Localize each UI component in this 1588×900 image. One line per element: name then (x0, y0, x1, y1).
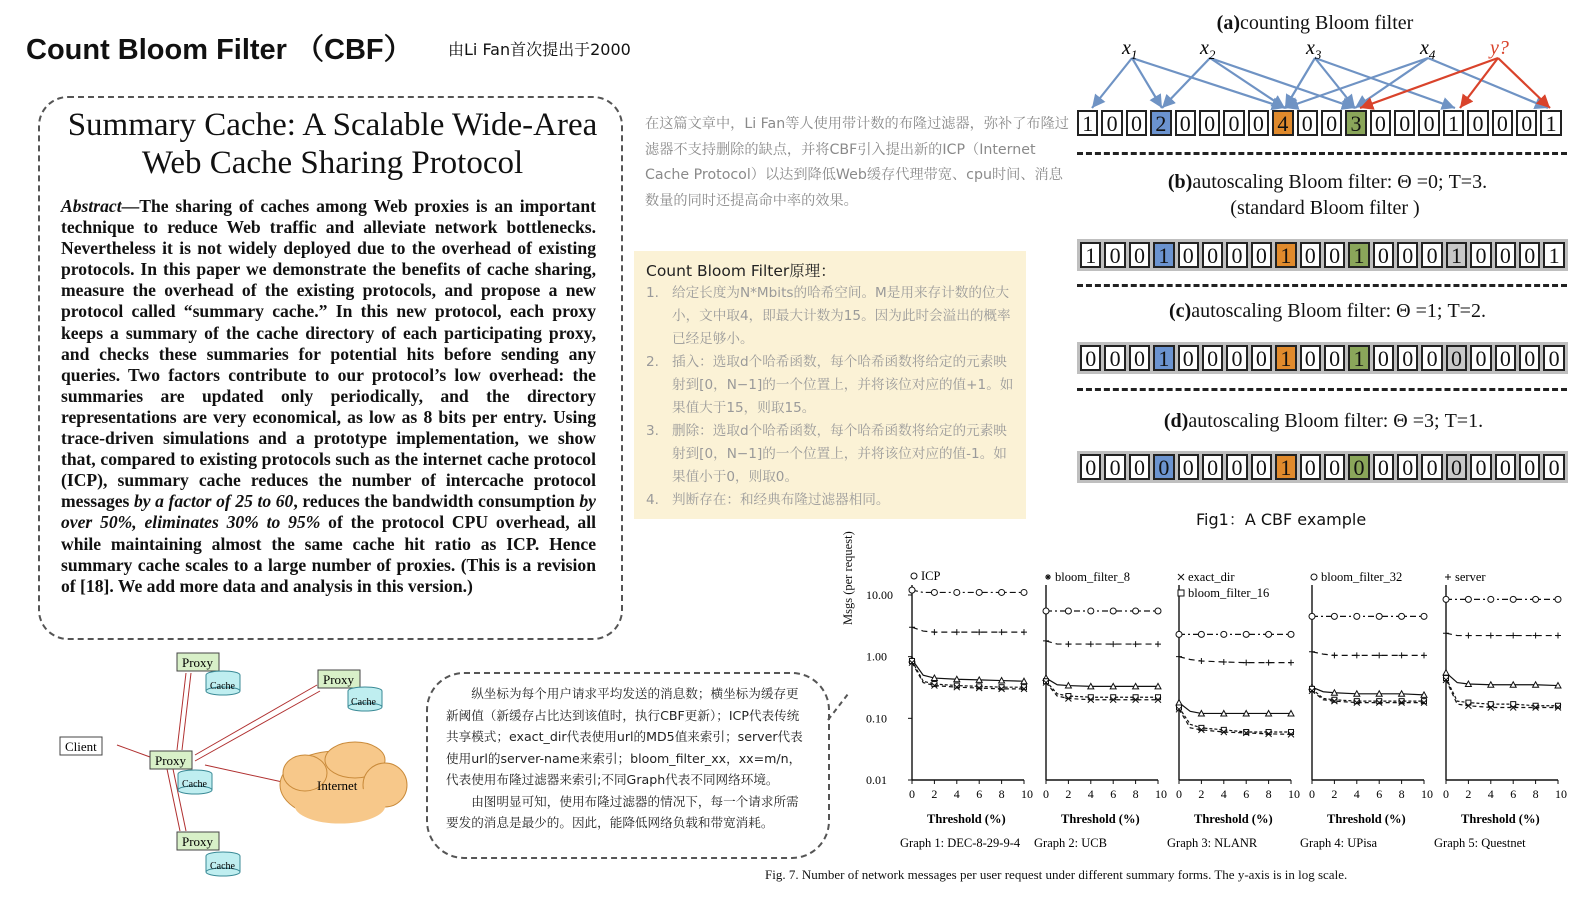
bit-cell: 0 (1348, 454, 1369, 480)
x-tick-label: 4 (1487, 787, 1494, 801)
series-line (1446, 633, 1558, 635)
abstract-text-1: —The sharing of caches among Web proxies is an important technique to reduce Web traffic and alleviate network bottlenecks. Nevertheless it is not widely deployed due to the overhead of existing protocols. In this paper we demonstrate the benefits of cache sharing, measure the overhead of the existing protocols, and propose a new protocol called “summary cache.” In this new protocol, each proxy keeps a summary of the cache directory of each participating proxy, and checks these summaries for potential hits before sending any queries. Two factors contribute to our protocol’s low overhead: the summaries are updated only periodically, and the directory representations are very economical, as low as 8 bits per entry. Using trace-driven simulations and a prototype implementation, we show that, compared to existing protocols such as the internet cache protocol (ICP), summary cache reduces the number of intercache protocol messages (61, 196, 596, 512)
x-tick-label: 6 (1510, 787, 1517, 801)
bit-cell: 0 (1543, 454, 1564, 480)
fig1-caption: Fig1：A CBF example (1196, 510, 1367, 529)
x-tick-label: 6 (1110, 787, 1117, 801)
svg-text:Cache: Cache (351, 697, 376, 708)
bit-cell: 0 (1104, 345, 1125, 371)
data-point (954, 629, 960, 635)
bit-cell: 1 (1543, 242, 1564, 268)
series-line (912, 627, 1024, 632)
x-tick-label: 0 (909, 787, 915, 801)
graph-title: Graph 3: NLANR (1167, 836, 1258, 850)
internet-label: Internet (317, 778, 358, 793)
bit-cell: 1 (1348, 242, 1369, 268)
bit-cell: 0 (1226, 454, 1247, 480)
data-point (1110, 641, 1116, 647)
fig1-a-text: counting Bloom filter (1240, 12, 1414, 34)
bit-cell: 0 (1373, 345, 1394, 371)
data-point (1331, 652, 1337, 658)
fig1-c-caption (1140, 300, 1515, 323)
bit-cell: 0 (1178, 345, 1199, 371)
x-tick-label: 4 (1220, 787, 1227, 801)
data-point (1088, 695, 1093, 700)
bit-cell: 0 (1153, 454, 1174, 480)
list-item-number: 1. (646, 285, 659, 301)
client-node (60, 737, 102, 755)
data-point (1421, 652, 1427, 658)
data-point (1065, 641, 1071, 647)
bit-cell: 0 (1373, 242, 1394, 268)
data-point (999, 629, 1005, 635)
legend-label: server (1455, 570, 1486, 584)
y-tick-label: 10.00 (866, 588, 893, 602)
data-point (1465, 633, 1471, 639)
series-line (1046, 641, 1158, 644)
bit-cell: 1 (1275, 454, 1296, 480)
bit-cell: 1 (1080, 242, 1101, 268)
graph-title: Graph 2: UCB (1034, 836, 1107, 850)
x-tick-label: 0 (1309, 787, 1315, 801)
data-point (1156, 695, 1161, 700)
legend-marker (1445, 574, 1451, 580)
bit-cell: 0 (1178, 242, 1199, 268)
bit-cell: 0 (1495, 345, 1516, 371)
x-tick-label: 8 (1132, 787, 1139, 801)
data-point (1488, 633, 1494, 639)
series-line (1446, 678, 1558, 706)
data-point (1354, 652, 1360, 658)
intro-text: 在这篇文章中，Li Fan等人使用带计数的布隆过滤器，弥补了布隆过滤器不支持删除的缺点，并将CBF引入提出新的ICP（Internet Cache Protocol）以达到降低Web缓存代理带宽、cpu时间、消息数量的同时还提高命中率的效果。 (645, 116, 1069, 209)
list-item-text: 删除：选取d个哈希函数，每个哈希函数将给定的元素映射到[0，N−1]的一个位置上，并将该位对应的值-1。如果值小于0，则取0。 (672, 423, 1007, 485)
x-tick-label: 10 (1555, 787, 1567, 801)
bit-cell: 0 (1397, 345, 1418, 371)
bit-cell: 0 (1321, 110, 1342, 136)
series-line (912, 663, 1024, 689)
proxy-node-center (150, 751, 212, 794)
data-point (1243, 631, 1249, 637)
x-tick-label: 4 (1353, 787, 1360, 801)
x-axis-label: Threshold (%) (927, 812, 1006, 826)
x-tick-label: 10 (1421, 787, 1433, 801)
bit-cell: 0 (1421, 345, 1442, 371)
page-subtitle: 由Li Fan首次提出于2000 (448, 40, 631, 59)
x-tick-label: 10 (1288, 787, 1300, 801)
series-line (1446, 673, 1558, 686)
x-tick-label: 6 (1243, 787, 1250, 801)
bit-cell: 0 (1300, 242, 1321, 268)
bit-cell: 0 (1226, 242, 1247, 268)
data-point (1488, 596, 1494, 602)
x-tick-label: 6 (1376, 787, 1383, 801)
series-line (912, 590, 1024, 592)
bit-cell: 0 (1495, 242, 1516, 268)
data-point (1288, 631, 1294, 637)
bit-cell: 0 (1129, 454, 1150, 480)
data-point (1133, 608, 1139, 614)
series-line (1179, 657, 1291, 663)
bit-cell: 0 (1223, 110, 1244, 136)
data-point (1043, 608, 1049, 614)
data-point (1533, 633, 1539, 639)
bit-cell: 0 (1199, 110, 1220, 136)
bit-cell: 2 (1150, 110, 1171, 136)
data-point (1309, 613, 1315, 619)
fig1-b-caption (1140, 171, 1515, 194)
data-point (1266, 660, 1272, 666)
divider (1077, 388, 1567, 391)
data-point (1331, 613, 1337, 619)
data-point (1198, 631, 1204, 637)
bit-cell: 0 (1104, 242, 1125, 268)
bit-cell: 0 (1251, 242, 1272, 268)
x-tick-label: 2 (1065, 787, 1072, 801)
data-point (1198, 658, 1204, 664)
data-point (1399, 652, 1405, 658)
bit-cell: 0 (1470, 454, 1491, 480)
principle-title: Count Bloom Filter原理： (646, 262, 836, 280)
x-tick-label: 6 (976, 787, 983, 801)
input-x4: $x_4$ (1420, 37, 1436, 62)
fig1-d-text: autoscaling Bloom filter: Θ =3; T=1. (1188, 410, 1484, 432)
bit-cell: 0 (1446, 345, 1467, 371)
bit-row-d (1077, 451, 1568, 483)
bit-cell: 0 (1300, 345, 1321, 371)
data-point (1244, 730, 1249, 735)
x-tick-label: 10 (1155, 787, 1167, 801)
bit-cell: 0 (1418, 110, 1439, 136)
bit-cell: 3 (1345, 110, 1366, 136)
data-point (1266, 631, 1272, 637)
svg-text:Proxy: Proxy (182, 655, 214, 670)
legend-marker (1178, 590, 1184, 596)
list-item-number: 3. (646, 423, 659, 439)
svg-text:Cache: Cache (210, 681, 235, 692)
data-point (976, 589, 982, 595)
x-tick-label: 8 (998, 787, 1005, 801)
fig1-c-text: autoscaling Bloom filter: Θ =1; T=2. (1191, 300, 1486, 322)
data-point (909, 587, 915, 593)
data-point (1176, 654, 1182, 660)
bit-cell: 0 (1470, 345, 1491, 371)
abstract-label: Abstract (61, 196, 122, 216)
data-point (1155, 641, 1161, 647)
legend-label: ICP (921, 569, 941, 583)
abstract-text-2: , reduces the bandwidth consumption (293, 491, 580, 512)
bit-cell: 0 (1129, 242, 1150, 268)
x-tick-label: 0 (1043, 787, 1049, 801)
x-tick-label: 8 (1532, 787, 1539, 801)
bit-cell: 0 (1373, 454, 1394, 480)
fig1-hash-arrows (1070, 36, 1588, 116)
fig1-d-caption (1136, 410, 1511, 433)
y-tick-label: 0.01 (866, 773, 887, 787)
paper-title-line1: Summary Cache: A Scalable Wide-Area (67, 107, 598, 143)
svg-text:Proxy: Proxy (182, 834, 214, 849)
list-item (646, 282, 1018, 351)
data-point (1110, 608, 1116, 614)
bit-row-c (1077, 342, 1568, 374)
note-paragraph-1: 纵坐标为每个用户请求平均发送的消息数；横坐标为缓存更新阈值（新缓存占比达到该值时，执行CBF更新）；ICP代表传统共享模式；exact_dir代表使用url的MD5值来索引；server代表使用url的server-name来索引；bloom_filter_xx，xx=m/n，代表使用布隆过滤器来索引;不同Graph代表不同网络环境。 (446, 686, 803, 787)
proxy-node-bottom (177, 832, 240, 876)
proxy-node-top (177, 653, 240, 695)
legend-marker (911, 573, 917, 579)
bit-cell: 1 (1275, 242, 1296, 268)
graph-title: Graph 5: Questnet (1434, 836, 1526, 850)
bit-cell: 0 (1080, 345, 1101, 371)
y-tick-label: 1.00 (866, 649, 887, 664)
bit-cell: 0 (1226, 345, 1247, 371)
x-tick-label: 0 (1176, 787, 1182, 801)
x-tick-label: 8 (1398, 787, 1405, 801)
series-line (912, 659, 1024, 681)
fig1-b-subcaption: (standard Bloom filter ) (1230, 197, 1420, 219)
series-line (1046, 678, 1158, 686)
data-point (1088, 608, 1094, 614)
legend-marker (1045, 574, 1051, 580)
graph-title: Graph 1: DEC-8-29-9-4 (900, 836, 1021, 850)
x-tick-label: 2 (1331, 787, 1338, 801)
bit-cell: 1 (1275, 345, 1296, 371)
data-point (931, 589, 937, 595)
proxy-node-right (318, 670, 382, 711)
bit-cell: 0 (1080, 454, 1101, 480)
bit-cell: 0 (1129, 345, 1150, 371)
data-point (1376, 652, 1382, 658)
bit-cell: 0 (1470, 242, 1491, 268)
svg-text:Cache: Cache (210, 861, 235, 872)
bit-cell: 0 (1324, 345, 1345, 371)
data-point (1465, 596, 1471, 602)
bit-cell: 0 (1492, 110, 1513, 136)
data-point (976, 629, 982, 635)
bit-cell: 0 (1251, 345, 1272, 371)
svg-text:Proxy: Proxy (155, 753, 187, 768)
bit-cell: 0 (1324, 242, 1345, 268)
x-tick-label: 10 (1021, 787, 1033, 801)
bit-cell: 0 (1297, 110, 1318, 136)
list-item-text: 给定长度为N*Mbits的哈希空间。M是用来存计数的位大小，文中取4，即最大计数为15。因为此时会溢出的概率已经足够小。 (672, 285, 1011, 347)
x-tick-label: 4 (953, 787, 960, 801)
bit-row-a (1077, 110, 1562, 136)
legend-label: bloom_filter_32 (1321, 570, 1403, 584)
list-item-text: 插入：选取d个哈希函数，每个哈希函数将给定的元素映射到[0，N−1]的一个位置上，并将该位对应的值+1。如果值大于15，则取15。 (672, 354, 1014, 416)
x-tick-label: 4 (1087, 787, 1094, 801)
data-point (1555, 596, 1561, 602)
bit-cell: 0 (1101, 110, 1122, 136)
bit-cell: 0 (1248, 110, 1269, 136)
bit-cell: 0 (1202, 454, 1223, 480)
data-point (1176, 631, 1182, 637)
x-tick-label: 0 (1443, 787, 1449, 801)
paper-title (50, 106, 615, 182)
legend-marker (1178, 574, 1184, 580)
bit-row-b (1077, 239, 1568, 271)
data-point (1510, 633, 1516, 639)
legend-label: bloom_filter_16 (1188, 586, 1270, 600)
abstract-em-1: by a factor of 25 to 60 (133, 491, 294, 512)
data-point (1421, 613, 1427, 619)
bit-cell: 0 (1397, 242, 1418, 268)
series-line (1312, 652, 1424, 656)
input-y: y? (1490, 37, 1509, 59)
bit-cell: 0 (1495, 454, 1516, 480)
data-point (1021, 629, 1027, 635)
architecture-diagram (55, 645, 425, 890)
bit-cell: 0 (1519, 242, 1540, 268)
data-point (1088, 641, 1094, 647)
bit-cell: 0 (1394, 110, 1415, 136)
data-point (909, 624, 915, 630)
x-axis-label: Threshold (%) (1461, 812, 1540, 826)
bit-cell: 4 (1272, 110, 1293, 136)
data-point (1021, 589, 1027, 595)
bit-cell: 0 (1175, 110, 1196, 136)
series-line (1179, 707, 1291, 732)
abstract-em-2: by over 50%, eliminates 30% to 95% (61, 491, 596, 533)
data-point (1443, 596, 1449, 602)
data-point (1243, 660, 1249, 666)
fig1-c-label: (c) (1169, 300, 1192, 322)
list-item (646, 420, 1018, 489)
svg-text:Client: Client (65, 739, 97, 754)
paper-title-line2: Web Cache Sharing Protocol (141, 145, 524, 181)
list-item-number: 4. (646, 492, 659, 508)
y-tick-label: 0.10 (866, 711, 887, 726)
fig7-ylabel: Msgs (per request) (841, 531, 855, 625)
bit-cell: 1 (1077, 110, 1098, 136)
x-axis-label: Threshold (%) (1194, 812, 1273, 826)
data-point (1443, 630, 1449, 636)
note-paragraph-2: 由图明显可知，使用布隆过滤器的情况下，每一个请求所需要发的消息是最少的。因此，能降低网络负载和带宽消耗。 (446, 793, 799, 830)
data-point (1133, 695, 1138, 700)
legend-label: bloom_filter_8 (1055, 570, 1130, 584)
series-line (1446, 680, 1558, 708)
bit-cell: 0 (1446, 454, 1467, 480)
bit-cell: 0 (1467, 110, 1488, 136)
x-axis-label: Threshold (%) (1327, 812, 1406, 826)
bit-cell: 1 (1446, 242, 1467, 268)
data-point (1176, 700, 1182, 706)
data-point (1065, 608, 1071, 614)
svg-text:Proxy: Proxy (323, 672, 355, 687)
divider (1077, 284, 1567, 287)
note-text (446, 683, 811, 834)
bit-cell: 0 (1421, 454, 1442, 480)
data-point (1533, 596, 1539, 602)
data-point (1376, 613, 1382, 619)
bit-cell: 0 (1178, 454, 1199, 480)
data-point (1555, 633, 1561, 639)
data-point (1443, 670, 1449, 676)
red-arrows (1360, 58, 1550, 108)
series-line (912, 661, 1024, 687)
data-point (954, 589, 960, 595)
bit-cell: 0 (1251, 454, 1272, 480)
bit-cell: 0 (1421, 242, 1442, 268)
bit-cell: 1 (1443, 110, 1464, 136)
list-item-number: 2. (646, 354, 659, 370)
data-point (1155, 608, 1161, 614)
data-point (1510, 596, 1516, 602)
list-item (646, 351, 1018, 420)
series-line (1179, 703, 1291, 714)
data-point (1288, 660, 1294, 666)
bit-cell: 0 (1126, 110, 1147, 136)
bit-cell: 0 (1397, 454, 1418, 480)
bit-cell: 0 (1519, 454, 1540, 480)
bit-cell: 0 (1202, 345, 1223, 371)
fig1-b-text: autoscaling Bloom filter: Θ =0; T=3. (1192, 171, 1488, 193)
data-point (1221, 659, 1227, 665)
x-tick-label: 2 (1198, 787, 1205, 801)
x-tick-label: 2 (931, 787, 938, 801)
fig7-caption: Fig. 7. Number of network messages per user request under different summary forms. The y-axis is in log scale. (765, 867, 1348, 882)
fig1-a-caption (1180, 12, 1450, 35)
series-line (1312, 687, 1424, 695)
data-point (999, 589, 1005, 595)
bit-cell: 0 (1300, 454, 1321, 480)
principle-list (646, 282, 1018, 512)
data-point (1354, 613, 1360, 619)
x-tick-label: 2 (1465, 787, 1472, 801)
bit-cell: 0 (1370, 110, 1391, 136)
abstract-text-3: of the protocol CPU overhead, all while maintaining almost the same cache hit ratio as ICP. Hence summary cache scales to a large number of proxies. (This is a revision of [18]. We add more data and analysis in this version.) (61, 512, 596, 596)
input-x2: $x_2$ (1200, 37, 1216, 62)
bit-cell: 0 (1104, 454, 1125, 480)
data-point (1399, 613, 1405, 619)
fig1-b-label: (b) (1167, 171, 1193, 193)
paper-abstract (61, 196, 596, 597)
bit-cell: 0 (1543, 345, 1564, 371)
data-point (1133, 641, 1139, 647)
legend-marker (1311, 574, 1317, 580)
page-title: Count Bloom Filter （CBF） (26, 34, 413, 66)
list-item (646, 489, 1018, 512)
bit-cell: 0 (1516, 110, 1537, 136)
graph-title: Graph 4: UPisa (1300, 836, 1378, 850)
bit-cell: 0 (1324, 454, 1345, 480)
bit-cell: 1 (1153, 242, 1174, 268)
bit-cell: 0 (1202, 242, 1223, 268)
bit-cell: 0 (1519, 345, 1540, 371)
input-x3: $x_3$ (1306, 37, 1322, 62)
data-point (931, 629, 937, 635)
x-axis-label: Threshold (%) (1061, 812, 1140, 826)
data-point (1221, 631, 1227, 637)
data-point (1043, 638, 1049, 644)
fig1-a-label: (a) (1216, 12, 1240, 34)
data-point (1309, 649, 1315, 655)
divider (1077, 152, 1567, 155)
x-tick-label: 8 (1265, 787, 1272, 801)
bit-cell: 1 (1348, 345, 1369, 371)
data-point (1111, 695, 1116, 700)
bit-cell: 1 (1153, 345, 1174, 371)
fig7-charts (836, 565, 1588, 865)
bit-cell: 1 (1540, 110, 1561, 136)
series-line (1046, 681, 1158, 697)
list-item-text: 判断存在：和经典布隆过滤器相同。 (672, 492, 890, 508)
legend-label: exact_dir (1188, 570, 1235, 584)
input-x1: $x_1$ (1122, 37, 1138, 62)
fig1-d-label: (d) (1163, 410, 1189, 432)
series-line (1312, 689, 1424, 701)
svg-text:Cache: Cache (182, 779, 207, 790)
